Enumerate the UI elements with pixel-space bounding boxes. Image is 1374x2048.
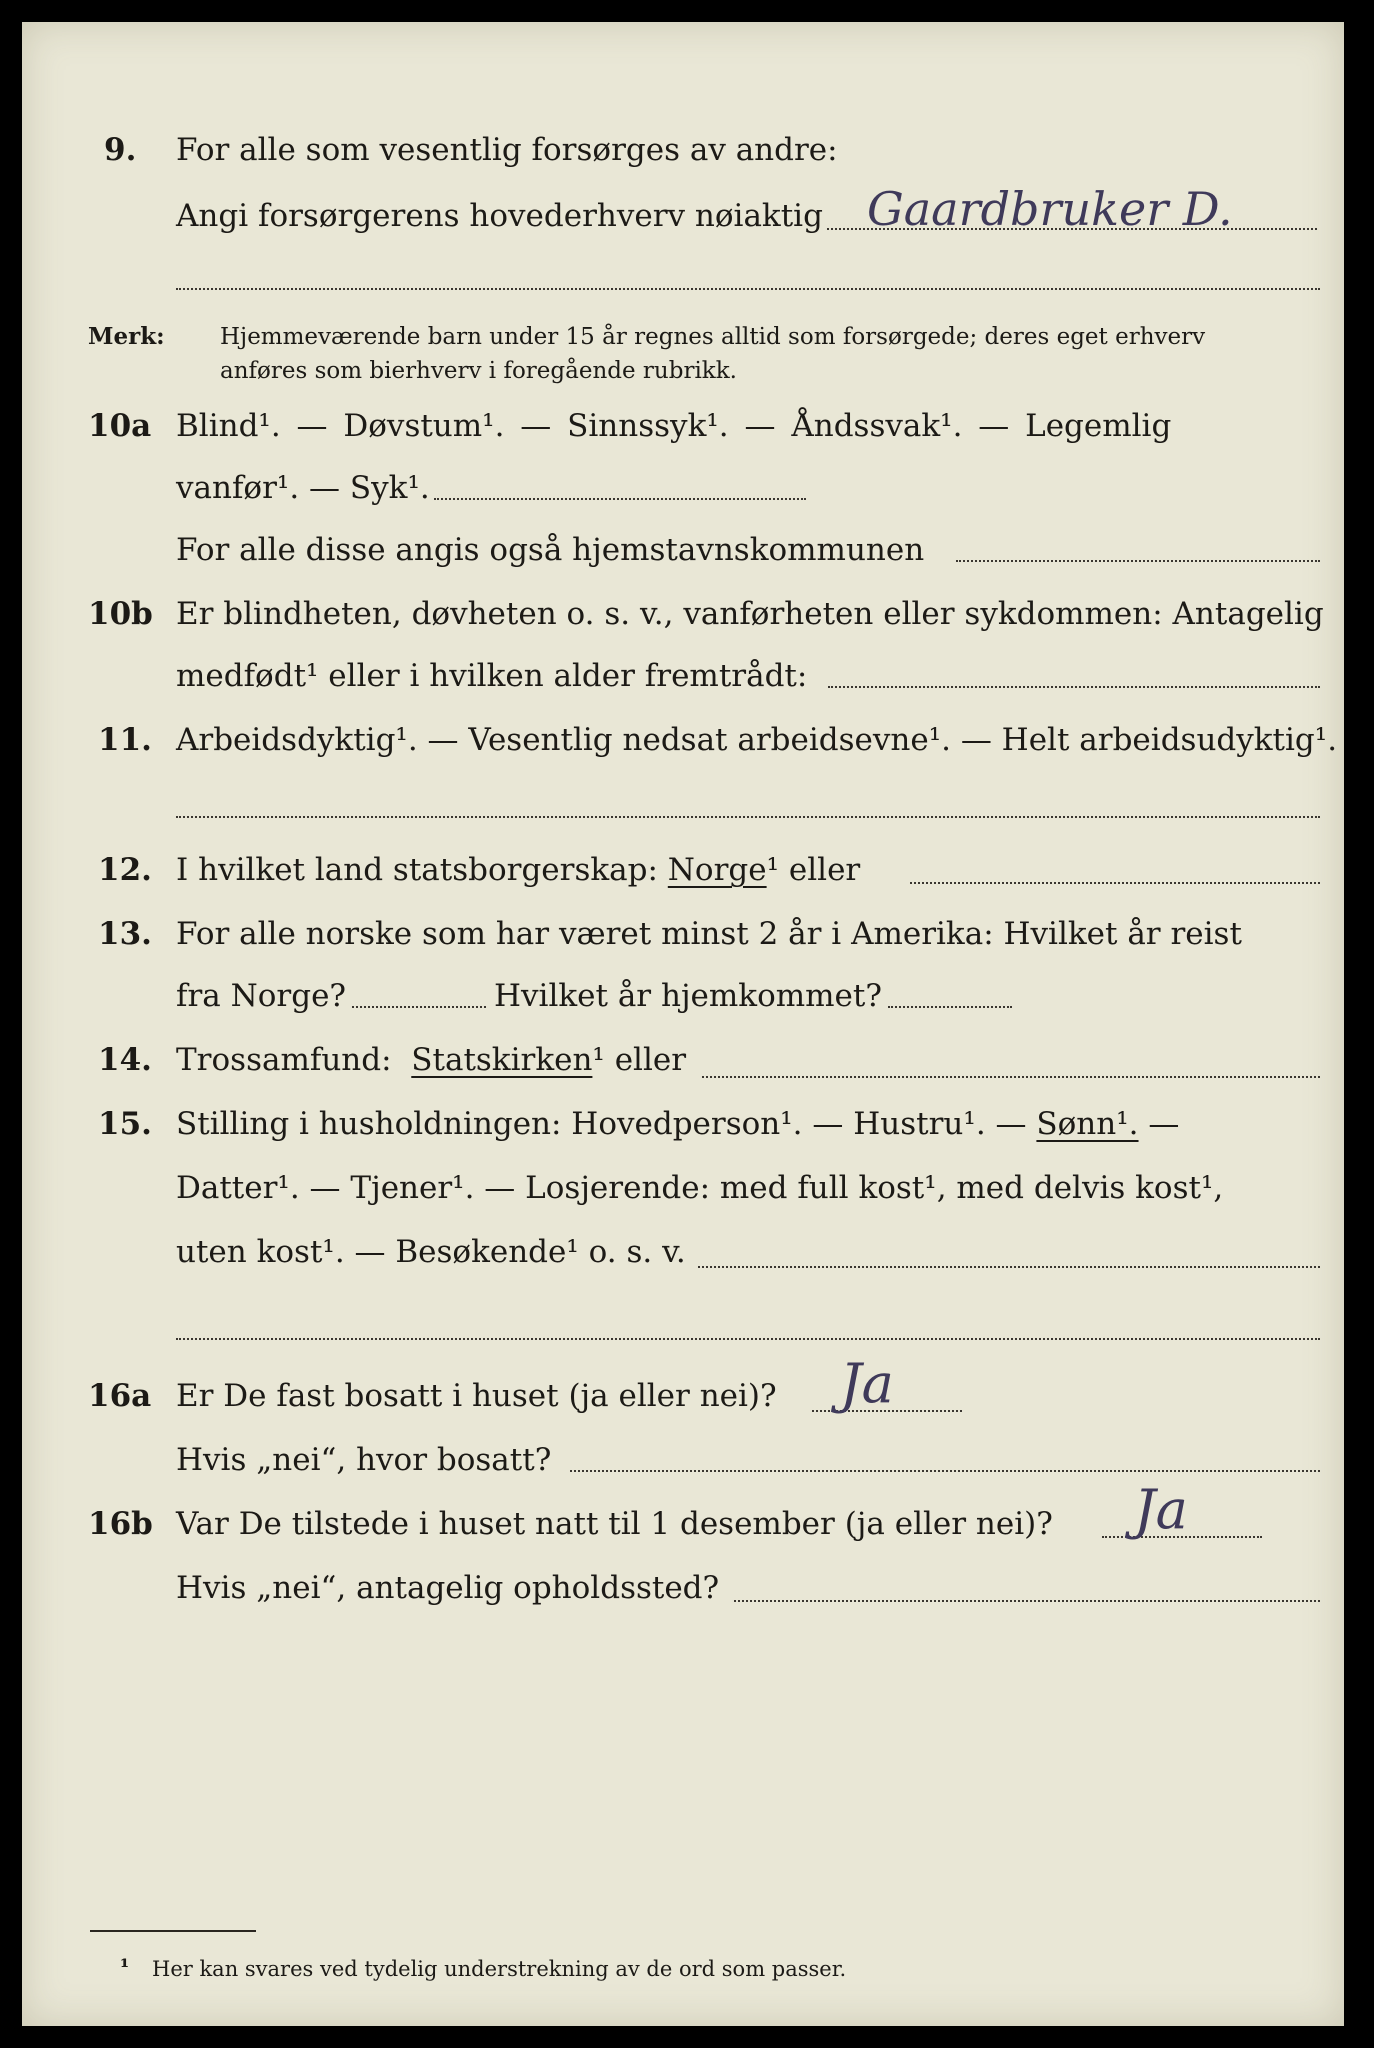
q16a-line2: Hvis „nei“, hvor bosatt? bbox=[176, 1442, 552, 1478]
footnote-text: Her kan svares ved tydelig understrekning av de ord som passer. bbox=[152, 1957, 847, 1981]
q11-number: 11. bbox=[98, 722, 152, 758]
q16a-bosatt-line bbox=[570, 1470, 1320, 1472]
q12-pre: I hvilket land statsborgerskap: bbox=[176, 852, 658, 888]
q16b-line1: Var De tilstede i huset natt til 1 desember (ja eller nei)? bbox=[176, 1506, 1053, 1542]
q14-selected-statskirken[interactable]: Statskirken bbox=[411, 1042, 593, 1078]
q10b-answer-line bbox=[828, 686, 1320, 688]
footnote-rule bbox=[90, 1930, 256, 1932]
merk-line2: anføres som bierhverv i foregående rubrikk. bbox=[220, 358, 737, 384]
q15-line1 bbox=[176, 1106, 1179, 1142]
q16b-line2: Hvis „nei“, antagelig opholdssted? bbox=[176, 1570, 720, 1606]
q10a-line3: For alle disse angis også hjemstavnskommunen bbox=[176, 532, 925, 568]
q16a-handwritten-answer[interactable]: Ja bbox=[840, 1352, 894, 1415]
q9-number: 9. bbox=[104, 132, 137, 168]
q10b-number: 10b bbox=[88, 596, 153, 632]
q15-number: 15. bbox=[98, 1106, 152, 1142]
q12-number: 12. bbox=[98, 852, 152, 888]
q12-post: ¹ eller bbox=[766, 852, 861, 888]
q15-line1b: — bbox=[1148, 1106, 1180, 1142]
q13-line2a: fra Norge? bbox=[176, 978, 347, 1014]
merk-line1: Hjemmeværende barn under 15 år regnes alltid som forsørgede; deres eget erhverv bbox=[220, 324, 1206, 350]
q15-extra-line bbox=[176, 1338, 1320, 1340]
q10b-line1: Er blindheten, døvheten o. s. v., vanførheten eller sykdommen: Antagelig bbox=[176, 596, 1324, 632]
q10a-syk-line bbox=[434, 498, 806, 500]
q10b-line2: medfødt¹ eller i hvilken alder fremtrådt: bbox=[176, 658, 808, 694]
q9-handwritten-answer[interactable]: Gaardbruker D. bbox=[867, 182, 1233, 236]
census-form-page bbox=[22, 22, 1344, 2026]
q15-line2: Datter¹. — Tjener¹. — Losjerende: med full kost¹, med delvis kost¹, bbox=[176, 1170, 1224, 1206]
q9-line1: For alle som vesentlig forsørges av andre: bbox=[176, 132, 838, 168]
q13-line1: For alle norske som har været minst 2 år i Amerika: Hvilket år reist bbox=[176, 916, 1242, 952]
q14-line bbox=[176, 1042, 686, 1078]
q12-selected-norge[interactable]: Norge bbox=[667, 852, 767, 888]
q13-number: 13. bbox=[98, 916, 152, 952]
q16b-opholdssted-line bbox=[734, 1600, 1320, 1602]
q15-line1a: Stilling i husholdningen: Hovedperson¹. — Hustru¹. — bbox=[176, 1106, 1027, 1142]
q12-line bbox=[176, 852, 860, 888]
q16a-number: 16a bbox=[88, 1378, 152, 1414]
q9-extra-line bbox=[176, 288, 1320, 290]
q14-number: 14. bbox=[98, 1042, 152, 1078]
q15-answer-line bbox=[698, 1266, 1320, 1268]
q10a-kommune-line bbox=[956, 560, 1320, 562]
q14-post: ¹ eller bbox=[592, 1042, 687, 1078]
footnote-mark: ¹ bbox=[120, 1954, 130, 1979]
q9-line2: Angi forsørgerens hovederhverv nøiaktig bbox=[176, 198, 823, 234]
q13-reist-line bbox=[352, 1006, 486, 1008]
q14-answer-line bbox=[702, 1076, 1320, 1078]
q10a-line1: Blind¹. — Døvstum¹. — Sinnssyk¹. — Åndssvak¹. — Legemlig bbox=[176, 408, 1172, 444]
q15-selected-sonn[interactable]: Sønn¹. bbox=[1036, 1106, 1139, 1142]
q13-hjemkommet-line bbox=[888, 1006, 1012, 1008]
q16a-line1: Er De fast bosatt i huset (ja eller nei)? bbox=[176, 1378, 777, 1414]
q10a-line2: vanfør¹. — Syk¹. bbox=[176, 470, 430, 506]
q12-answer-line bbox=[910, 882, 1320, 884]
q10a-number: 10a bbox=[88, 408, 152, 444]
q16b-number: 16b bbox=[88, 1506, 153, 1542]
q11-line1: Arbeidsdyktig¹. — Vesentlig nedsat arbeidsevne¹. — Helt arbeidsudyktig¹. bbox=[176, 722, 1338, 758]
q14-pre: Trossamfund: bbox=[176, 1042, 392, 1078]
merk-label: Merk: bbox=[88, 323, 165, 350]
q15-line3: uten kost¹. — Besøkende¹ o. s. v. bbox=[176, 1234, 686, 1270]
q16b-handwritten-answer[interactable]: Ja bbox=[1134, 1478, 1188, 1541]
q11-line bbox=[176, 816, 1320, 818]
q13-line2b: Hvilket år hjemkommet? bbox=[494, 978, 882, 1014]
